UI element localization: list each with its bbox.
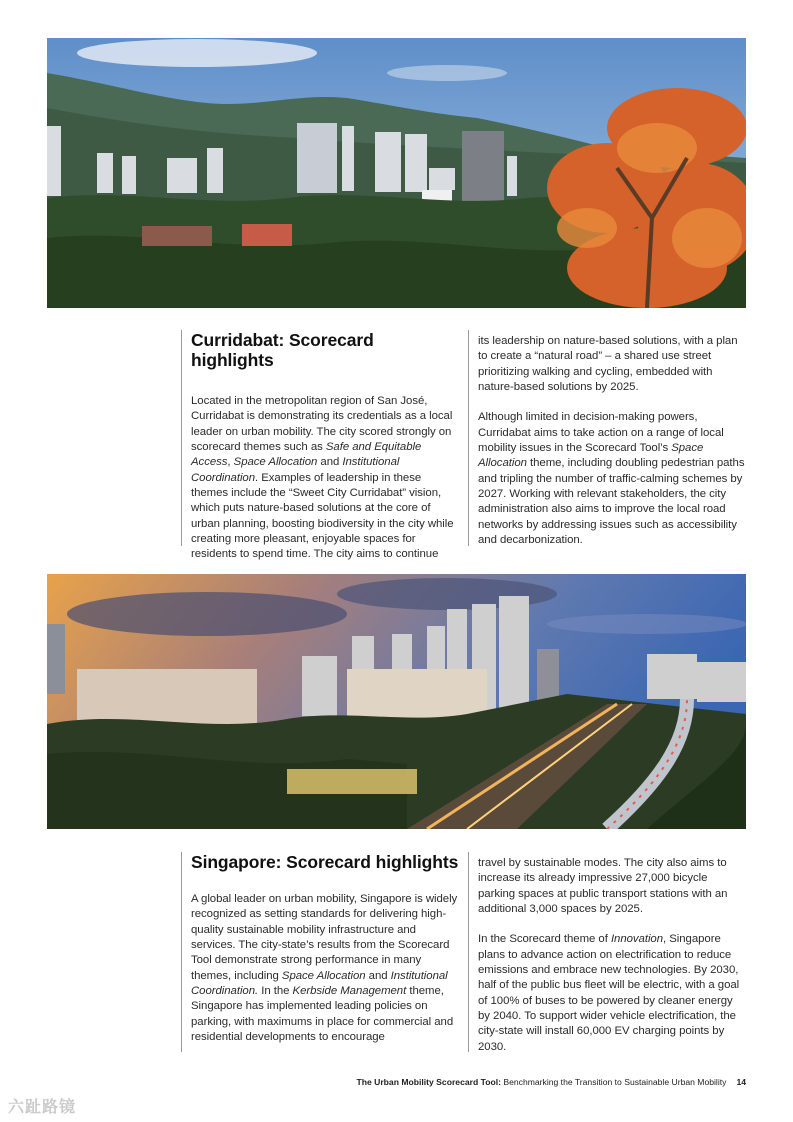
emphasis-text: Space Allocation <box>233 456 318 469</box>
text-run: In the <box>258 985 293 998</box>
text-run: Located in the metropolitan region of San José, Curridabat is demonstrating its credentials as a local leader on urban mobility. The city scored strongly on scorecard themes such as <box>191 395 453 454</box>
text-run: and <box>317 456 343 469</box>
curridabat-right-column <box>468 330 746 546</box>
curridabat-left-text <box>191 394 459 563</box>
singapore-heading: Singapore: Scorecard highlights <box>191 852 459 872</box>
curridabat-right-text <box>478 334 746 548</box>
text-run: travel by sustainable modes. The city also aims to increase its already impressive 27,000 bicycle parking spaces at public transport stations with an additional 3,000 spaces by 2025. <box>478 857 728 916</box>
paragraph <box>478 334 746 395</box>
paragraph <box>478 932 746 1055</box>
text-run: its leadership on nature-based solutions, with a plan to create a “natural road” – a shared use street prioritizing walking and cycling, embedded with nature-based solutions by 2025. <box>478 335 738 394</box>
emphasis-text: Safe and Equitable Access <box>191 441 422 469</box>
emphasis-text: Space Allocation <box>478 442 704 470</box>
emphasis-text: Innovation <box>610 933 664 946</box>
emphasis-text: Space Allocation <box>281 969 366 982</box>
footer-subtitle: Benchmarking the Transition to Sustainable Urban Mobility <box>500 1077 727 1087</box>
paragraph <box>478 410 746 548</box>
watermark-logo <box>8 1094 76 1117</box>
emphasis-text: Institutional Coordination <box>191 456 400 484</box>
text-run: theme, including doubling pedestrian paths and tripling the number of traffic-calming schemes by 2027. Working with relevant stakeholders, the city administration also aims to improve the local road networks by addressing issues such as accessibility and decarbonization. <box>478 457 745 547</box>
curridabat-heading: Curridabat: Scorecard highlights <box>191 330 374 370</box>
singapore-photo <box>47 574 746 829</box>
page-footer <box>356 1077 746 1087</box>
emphasis-text: Kerbside Management <box>292 985 407 998</box>
text-run: In the Scorecard theme of <box>478 933 611 946</box>
text-run: . Examples of leadership in these themes include the “Sweet City Curridabat” vision, which puts nature-based solutions at the core of urban planning, boosting biodiversity in the city while creating more pleasant, enjoyable spaces for residents to spend time. The city aims to continue <box>191 471 454 561</box>
paragraph <box>191 394 459 563</box>
text-run: , Singapore plans to advance action on electrification to reduce emissions and embrace new technologies. By 2030, half of the public bus fleet will be electric, with a goal of 100% of buses to be powered by cleaner energy by 2040. To support wider vehicle electrification, the city-state will install 60,000 EV charging points by 2030. <box>478 933 740 1053</box>
text-run: Although limited in decision-making powers, Curridabat aims to take action on a range of local mobility issues in the Scorecard Tool’s <box>478 411 724 455</box>
text-run: and <box>365 969 391 982</box>
page-number: 14 <box>736 1077 746 1087</box>
singapore-right-column <box>468 852 746 1052</box>
paragraph <box>191 892 459 1045</box>
watermark-text: 六趾路镜 <box>8 1099 77 1116</box>
singapore-right-text <box>478 856 746 1055</box>
text-run: theme, Singapore has implemented leading policies on parking, with maximums in place for commercial and residential developments to encourage <box>191 985 454 1044</box>
singapore-left-column <box>181 852 459 1052</box>
singapore-left-text <box>191 892 459 1045</box>
text-run: A global leader on urban mobility, Singapore is widely recognized as setting standards for delivering high-quality sustainable mobility infrastructure and services. The city-state’s results from the Scorecard Tool demonstrate strong performance in many themes, including <box>191 893 458 982</box>
curridabat-section <box>181 330 746 561</box>
footer-title: The Urban Mobility Scorecard Tool: <box>356 1077 501 1087</box>
singapore-section <box>181 852 746 1052</box>
emphasis-text: Institutional Coordination. <box>191 969 448 998</box>
text-run: , <box>227 456 234 469</box>
curridabat-left-column <box>181 330 459 561</box>
curridabat-photo <box>47 38 746 308</box>
paragraph <box>478 856 746 917</box>
